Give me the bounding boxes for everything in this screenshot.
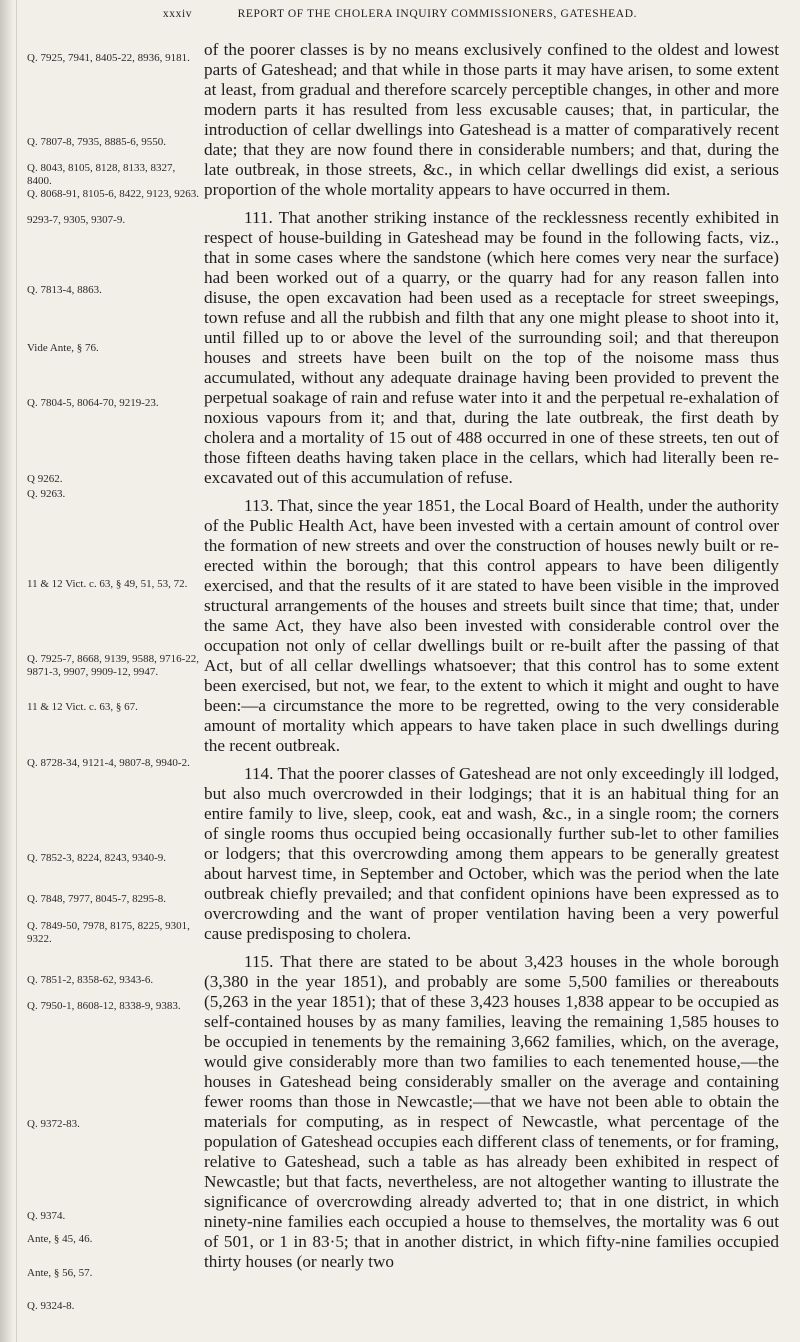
margin-note: Q. 8728-34, 9121-4, 9807-8, 9940-2.: [27, 757, 190, 769]
margin-note: Q. 8043, 8105, 8128, 8133, 8327, 8400.: [27, 162, 176, 187]
margin-note: Q. 8068-91, 8105-6, 8422, 9123, 9263.: [27, 188, 200, 200]
margin-note: Q. 7925, 7941, 8405-22, 8936, 9181.: [27, 52, 190, 64]
margin-note: 11 & 12 Vict. c. 63, § 67.: [27, 701, 138, 713]
paragraph-110-continued: of the poorer classes is by no means exclusively confined to the oldest and lowest parts of Gateshead; and that while in those parts it may have arisen, to some extent at least, from gradual and therefore scarcely perceptible changes, in other and more modern parts it has resulted from less excusable causes; that, in particular, the introduction of cellar dwellings into Gateshead is a matter of comparatively recent date; that they are now found there in considerable numbers; and that, during the late outbreak, in those streets, &c., in which cellar dwellings did exist, a serious proportion of the whole mortality appears to have occurred in them.: [204, 40, 779, 199]
page-gutter-line: [16, 0, 17, 1342]
margin-note: 9293-7, 9305, 9307-9.: [27, 214, 126, 226]
page-number: xxxiv: [162, 8, 193, 20]
margin-note: Q. 7851-2, 8358-62, 9343-6.: [27, 974, 154, 986]
page-binding-shadow: [0, 0, 14, 1342]
margin-note: Q. 7950-1, 8608-12, 8338-9, 9383.: [27, 1000, 181, 1012]
paragraph-111: 111. That another striking instance of the recklessness recently exhibited in respect of house-building in Gateshead may be found in the following facts, viz., that in some cases where the sandstone (which here comes very near the surface) had been worked out of a quarry, or the quarry had for any reason fallen into disuse, the open excavation had been used as a receptacle for street sweepings, town refuse and all the rubbish and filth that any one might please to shoot into it, until filled up to or above the level of the surrounding soil; and that thereupon houses and streets have been built on the top of the noisome mass thus accumulated, without any adequate drainage having been provided to prevent the perpetual soakage of rain and refuse water into it and the perpetual re-exhalation of noxious vapours from it; and that, during the late outbreak, the first death by cholera and a mortality of 15 out of 488 occurred in one of these streets, ten out of those fifteen deaths having taken place in the cellars, which had literally been re-excavated out of this accumulation of refuse.: [204, 208, 779, 487]
paragraph-114: 114. That the poorer classes of Gateshead are not only exceedingly ill lodged, but also much overcrowded in their lodgings; that it is an habitual thing for an entire family to live, sleep, cook, eat and wash, &c., in a single room; the corners of single rooms thus occupied being occasionally further sub-let to other families or lodgers; that this overcrowding among them appears to be generally greatest about harvest time, in September and October, which was the period when the late outbreak chiefly prevailed; and that confident opinions have been expressed as to overcrowding and the want of proper ventilation having been a very powerful cause predisposing to cholera.: [204, 764, 779, 943]
margin-note: Q. 7807-8, 7935, 8885-6, 9550.: [27, 136, 167, 148]
paragraph-115: 115. That there are stated to be about 3,423 houses in the whole borough (3,380 in the year 1851), and probably are some 5,500 families or thereabouts (5,263 in the year 1851); that of these 3,423 houses 1,838 appear to be occupied as self-contained houses by as many families, leaving the remaining 1,585 houses to be occupied in tenements by the remaining 3,662 families, which, on the average, would give considerably more than two families to each tenemented house,—the houses in Gateshead being considerably smaller on the average and containing fewer rooms than those in Newcastle;—that we have not been able to obtain the materials for computing, as in respect of Newcastle, what percentage of the population of Gateshead occupies each different class of tenements, or for framing, relative to Gateshead, such a table as has already been exhibited in respect of Newcastle; but that facts, nevertheless, are not altogether wanting to illustrate the significance of overcrowding already adverted to; that in one district, in which ninety-nine families each occupied a house to themselves, the mortality was 6 out of 501, or 1 in 83·5; that in another district, in which fifty-nine families occupied thirty houses (or nearly two: [204, 952, 779, 1271]
paragraph-113: 113. That, since the year 1851, the Local Board of Health, under the authority of the Public Health Act, have been invested with a certain amount of control over the formation of new streets and over the construction of houses newly built or re-erected within the borough; that this control appears to have been diligently exercised, and that the results of it are stated to have been visible in the improved structural arrangements of the houses and streets built since that time; that, under the same Act, they have also been invested with considerable control over the occupation not only of cellar dwellings built or re-built after the passing of that Act, but of all cellar dwellings whatsoever; that this control has to some extent been exercised, but not, we fear, to the extent to which it might and ought to have been:—a circumstance the more to be regretted, owing to the very considerable amount of mortality which appears to have taken place in such dwellings during the recent outbreak.: [204, 496, 779, 755]
margin-note: Q 9262.: [27, 473, 63, 485]
margin-note: Q. 7925-7, 8668, 9139, 9588, 9716-22, 9871-3, 9907, 9909-12, 9947.: [27, 653, 200, 678]
margin-note: Q. 7852-3, 8224, 8243, 9340-9.: [27, 852, 167, 864]
margin-note: 11 & 12 Vict. c. 63, § 49, 51, 53, 72.: [27, 578, 188, 590]
margin-note: Ante, § 56, 57.: [27, 1267, 93, 1279]
margin-note: Q. 7849-50, 7978, 8175, 8225, 9301, 9322.: [27, 920, 190, 945]
margin-note: Ante, § 45, 46.: [27, 1233, 93, 1245]
margin-note: Q. 7848, 7977, 8045-7, 8295-8.: [27, 893, 167, 905]
margin-note: Q. 9324-8.: [27, 1300, 75, 1312]
margin-note: Q. 9263.: [27, 488, 66, 500]
report-body: [204, 40, 779, 1280]
margin-note: Q. 7804-5, 8064-70, 9219-23.: [27, 397, 159, 409]
running-title: REPORT OF THE CHOLERA INQUIRY COMMISSIONERS, GATESHEAD.: [237, 8, 638, 20]
margin-note: Q. 9372-83.: [27, 1118, 80, 1130]
margin-note: Q. 7813-4, 8863.: [27, 284, 102, 296]
margin-notes: [27, 0, 202, 1342]
margin-note: Vide Ante, § 76.: [27, 342, 99, 354]
margin-note: Q. 9374.: [27, 1210, 66, 1222]
